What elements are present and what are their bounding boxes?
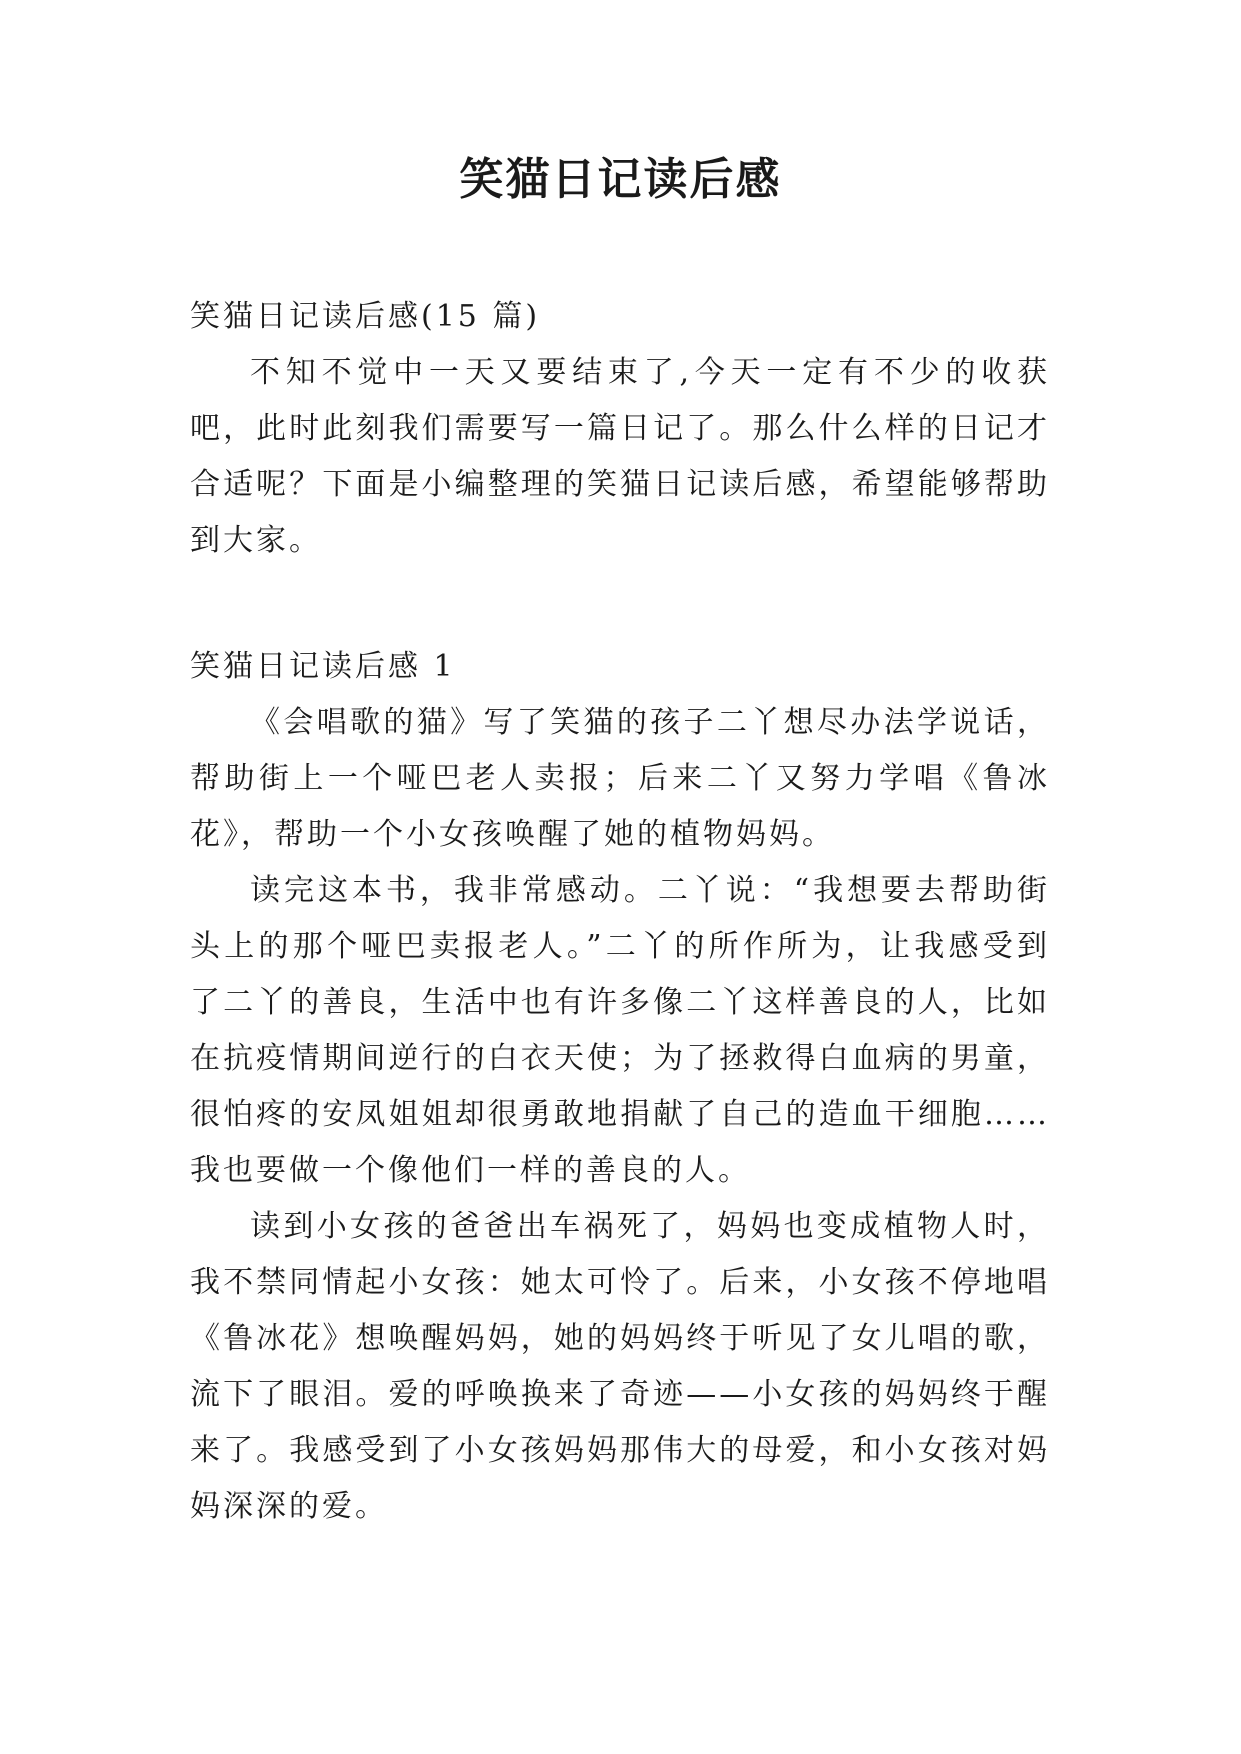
body-paragraph-3: 读到小女孩的爸爸出车祸死了，妈妈也变成植物人时，我不禁同情起小女孩：她太可怜了。后来，小女孩不停地唱《鲁冰花》想唤醒妈妈，她的妈妈终于听见了女儿唱的歌，流下了眼泪。爱的呼唤换来了奇迹——小女孩的妈妈终于醒来了。我感受到了小女孩妈妈那伟大的母爱，和小女孩对妈妈深深的爱。 <box>190 1209 1050 1524</box>
intro-block <box>190 345 1050 569</box>
intro-paragraph: 不知不觉中一天又要结束了,今天一定有不少的收获吧，此时此刻我们需要写一篇日记了。那么什么样的日记才合适呢？下面是小编整理的笑猫日记读后感，希望能够帮助到大家。 <box>190 355 1050 558</box>
section-body <box>190 695 1050 1535</box>
document-title: 笑猫日记读后感 <box>459 154 782 205</box>
document-subtitle: 笑猫日记读后感(15 篇) <box>190 299 541 334</box>
body-paragraph-2: 读完这本书，我非常感动。二丫说：“我想要去帮助街头上的那个哑巴卖报老人。”二丫的所作所为，让我感受到了二丫的善良，生活中也有许多像二丫这样善良的人，比如在抗疫情期间逆行的白衣天使；为了拯救得白血病的男童，很怕疼的安凤姐姐却很勇敢地捐献了自己的造血干细胞……我也要做一个像他们一样的善良的人。 <box>190 873 1050 1188</box>
section-heading: 笑猫日记读后感 1 <box>190 649 456 684</box>
body-paragraph-1: 《会唱歌的猫》写了笑猫的孩子二丫想尽办法学说话，帮助街上一个哑巴老人卖报；后来二丫又努力学唱《鲁冰花》，帮助一个小女孩唤醒了她的植物妈妈。 <box>190 705 1050 852</box>
